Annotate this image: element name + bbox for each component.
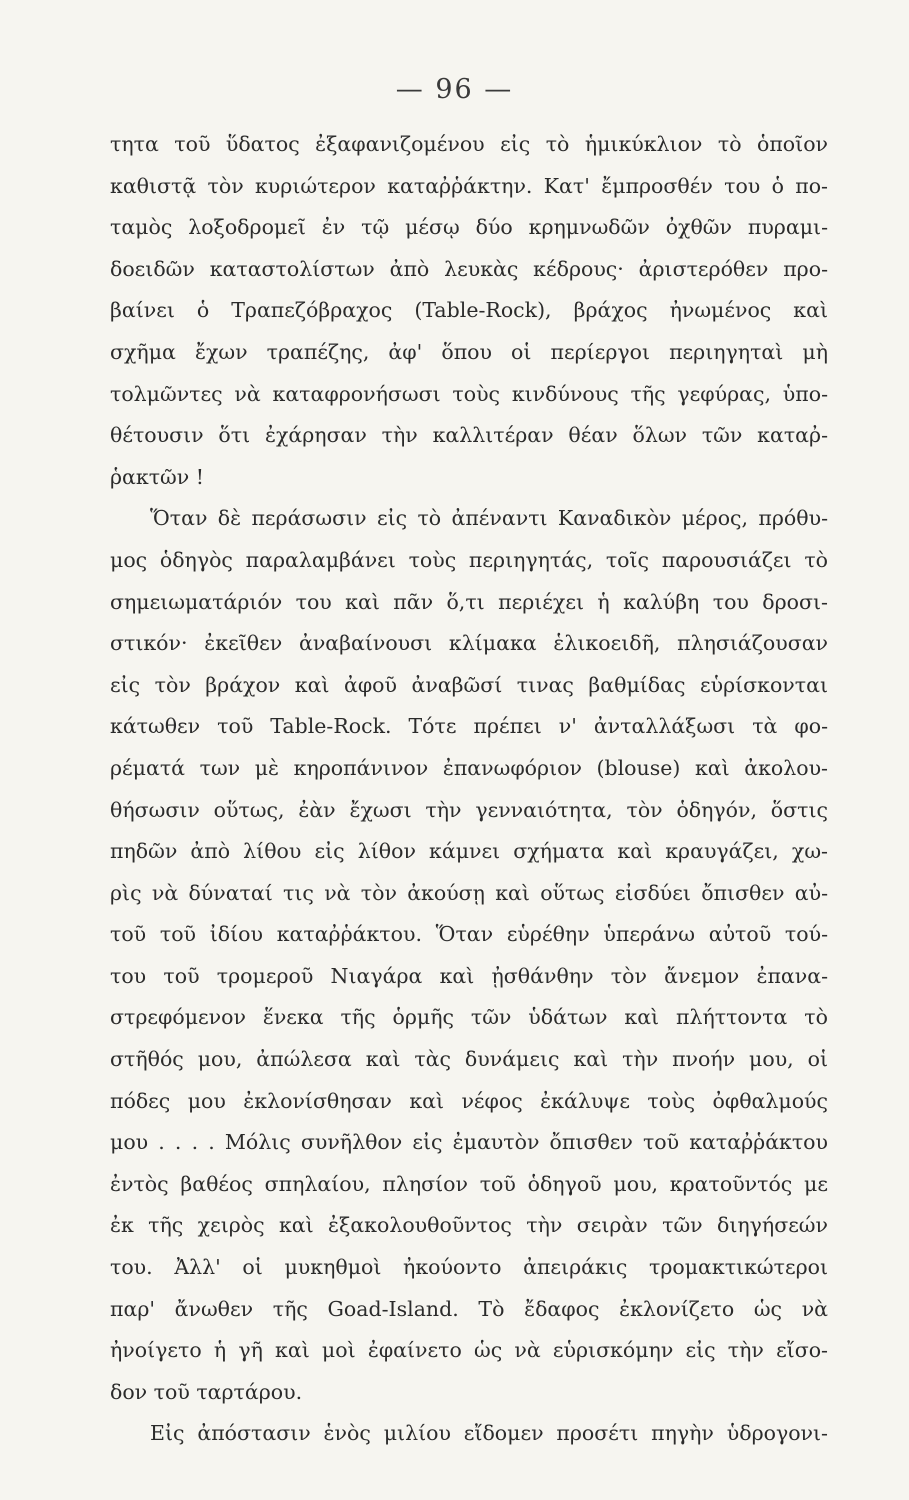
text-line: μου . . . . Μόλις συνῆλθον εἰς ἐμαυτὸν ὄπισθεν τοῦ καταῤῥάκτου xyxy=(110,1130,828,1155)
text-line: ἐκ τῆς χειρὸς καὶ ἐξακολουθοῦντος τὴν σειρὰν τῶν διηγήσεών xyxy=(110,1213,828,1238)
text-line: τοῦ τοῦ ἰδίου καταῤῥάκτου. Ὅταν εὑρέθην ὑπεράνω αὐτοῦ τού- xyxy=(110,922,828,947)
text-line: ταμὸς λοξοδρομεῖ ἐν τῷ μέσῳ δύο κρημνωδῶν ὀχθῶν πυραμι- xyxy=(110,215,828,240)
body-text xyxy=(110,124,828,1455)
text-line: τητα τοῦ ὕδατος ἐξαφανιζομένου εἰς τὸ ἡμικύκλιον τὸ ὁποῖον xyxy=(110,132,828,156)
text-line: παρ' ἄνωθεν τῆς Goad-Island. Τὸ ἔδαφος ἐκλονίζετο ὡς νὰ xyxy=(110,1296,828,1321)
text-line: σχῆμα ἔχων τραπέζης, ἀφ' ὅπου οἱ περίεργοι περιηγηταὶ μὴ xyxy=(110,339,828,364)
text-line: δον τοῦ ταρτάρου. xyxy=(110,1379,303,1404)
text-line: στῆθός μου, ἀπώλεσα καὶ τὰς δυνάμεις καὶ τὴν πνοήν μου, οἱ xyxy=(110,1047,828,1072)
text-line: δοειδῶν καταστολίστων ἀπὸ λευκὰς κέδρους· ἀριστερόθεν προ- xyxy=(110,256,828,281)
text-line: πηδῶν ἀπὸ λίθου εἰς λίθον κάμνει σχήματα καὶ κραυγάζει, χω- xyxy=(110,839,828,864)
text-line: Εἰς ἀπόστασιν ἑνὸς μιλίου εἴδομεν προσέτι πηγὴν ὑδρογονι- xyxy=(150,1421,828,1446)
text-line: ἐντὸς βαθέος σπηλαίου, πλησίον τοῦ ὁδηγοῦ μου, κρατοῦντός με xyxy=(110,1171,828,1196)
text-line: ἠνοίγετο ἡ γῆ καὶ μοὶ ἐφαίνετο ὡς νὰ εὑρισκόμην εἰς τὴν εἴσο- xyxy=(110,1338,828,1363)
text-line: ῥακτῶν ! xyxy=(110,464,204,489)
text-line: κάτωθεν τοῦ Table-Rock. Τότε πρέπει ν' ἀνταλλάξωσι τὰ φο- xyxy=(110,714,828,739)
text-line: πόδες μου ἐκλονίσθησαν καὶ νέφος ἐκάλυψε τοὺς ὀφθαλμούς xyxy=(110,1088,828,1113)
page-number: — 96 — xyxy=(395,74,514,105)
paragraph xyxy=(110,124,828,498)
text-line: ρὶς νὰ δύναταί τις νὰ τὸν ἀκούσῃ καὶ οὕτως εἰσδύει ὄπισθεν αὐ- xyxy=(110,880,828,905)
text-line: Ὅταν δὲ περάσωσιν εἰς τὸ ἀπέναντι Καναδικὸν μέρος, πρόθυ- xyxy=(150,506,828,531)
text-line: βαίνει ὁ Τραπεζόβραχος (Table-Rock), βράχος ἠνωμένος καὶ xyxy=(110,298,828,323)
paragraph xyxy=(110,1413,828,1455)
text-line: μος ὁδηγὸς παραλαμβάνει τοὺς περιηγητάς, τοῖς παρουσιάζει τὸ xyxy=(110,547,828,572)
text-line: θήσωσιν οὕτως, ἐὰν ἔχωσι τὴν γενναιότητα, τὸν ὁδηγόν, ὅστις xyxy=(110,797,828,822)
text-line: σημειωματάριόν του καὶ πᾶν ὅ,τι περιέχει ἡ καλύβη του δροσι- xyxy=(110,589,828,614)
text-line: τολμῶντες νὰ καταφρονήσωσι τοὺς κινδύνους τῆς γεφύρας, ὑπο- xyxy=(110,381,828,406)
text-line: καθιστᾷ τὸν κυριώτερον καταῤῥάκτην. Κατ' ἔμπροσθέν του ὁ πο- xyxy=(110,173,828,198)
text-line: ρέματά των μὲ κηροπάνινον ἐπανωφόριον (blouse) καὶ ἀκολου- xyxy=(110,755,828,780)
text-line: στρεφόμενον ἕνεκα τῆς ὁρμῆς τῶν ὑδάτων καὶ πλήττοντα τὸ xyxy=(110,1005,828,1030)
text-line: του. Ἀλλ' οἱ μυκηθμοὶ ἠκούοντο ἀπειράκις τρομακτικώτεροι xyxy=(110,1255,828,1280)
text-line: εἰς τὸν βράχον καὶ ἀφοῦ ἀναβῶσί τινας βαθμίδας εὑρίσκονται xyxy=(110,672,828,697)
text-line: του τοῦ τρομεροῦ Νιαγάρα καὶ ᾐσθάνθην τὸν ἄνεμον ἐπανα- xyxy=(110,963,828,988)
text-line: στικόν· ἐκεῖθεν ἀναβαίνουσι κλίμακα ἑλικοειδῆ, πλησιάζουσαν xyxy=(110,631,828,656)
text-line: θέτουσιν ὅτι ἐχάρησαν τὴν καλλιτέραν θέαν ὅλων τῶν καταῤ- xyxy=(110,423,828,448)
paragraph xyxy=(110,498,828,1413)
